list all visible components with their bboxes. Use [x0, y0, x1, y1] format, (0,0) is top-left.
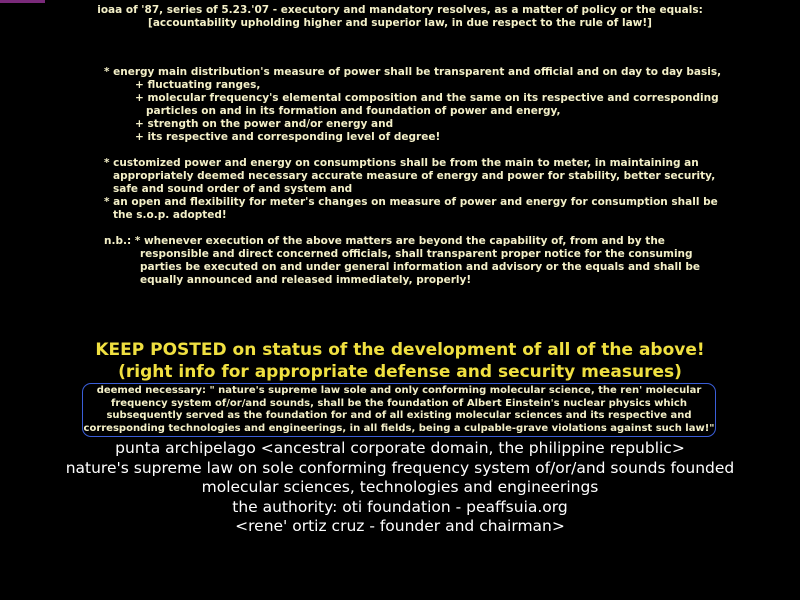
energy-line: + molecular frequency's elemental composition and the same on its respective and corresponding: [135, 92, 719, 104]
deemed-line: frequency system of/or/and sounds, shall be the foundation of Albert Einstein's nuclear physics which: [111, 397, 687, 409]
deemed-necessary-text: [82, 385, 716, 435]
energy-line: * energy main distribution's measure of power shall be transparent and official and on day to day basis,: [104, 66, 722, 78]
customized-line: * customized power and energy on consumptions shall be from the main to meter, in maintaining an: [104, 157, 699, 169]
deemed-line: deemed necessary: " nature's supreme law sole and only conforming molecular science, the ren' molecular: [96, 385, 702, 396]
customized-line: safe and sound order of and system and: [113, 183, 353, 195]
nb-line: equally announced and released immediately, properly!: [140, 274, 472, 286]
footer-sciences: molecular sciences, technologies and engineerings: [201, 478, 599, 496]
energy-line: + its respective and corresponding level of degree!: [135, 131, 441, 143]
keep-posted-notice: KEEP POSTED on status of the development of all of the above!: [95, 340, 705, 360]
footer-founder: <rene' ortiz cruz - founder and chairman>: [235, 517, 565, 535]
customized-line: appropriately deemed necessary accurate measure of energy and power for stability, better security,: [113, 170, 716, 182]
energy-distribution-block: [104, 66, 721, 144]
deemed-line: subsequently served as the foundation for and of all existing molecular sciences and its respective and: [106, 410, 692, 421]
corner-tab: [0, 0, 45, 3]
customized-line: * an open and flexibility for meter's changes on measure of power and energy for consumption shall be: [104, 196, 718, 208]
energy-line: particles on and in its formation and foundation of power and energy,: [146, 105, 561, 117]
footer-domain: punta archipelago <ancestral corporate domain, the philippine republic>: [115, 439, 685, 457]
footer-credits: [0, 439, 800, 537]
nb-line: parties be executed on and under general information and advisory or the equals and shall be: [140, 261, 700, 273]
customized-power-block: [104, 157, 718, 222]
footer-authority: the authority: oti foundation - peaffsuia.org: [232, 497, 568, 516]
nb-line: n.b.: * whenever execution of the above matters are beyond the capability of, from and by the: [104, 235, 665, 247]
deemed-line: corresponding technologies and engineerings, in all fields, being a culpable-grave violations against such law!": [83, 422, 715, 434]
nb-line: responsible and direct concerned officials, shall transparent proper notice for the consuming: [140, 248, 693, 260]
energy-line: + fluctuating ranges,: [135, 79, 261, 91]
energy-line: + strength on the power and/or energy and: [135, 118, 394, 130]
resolution-header: [0, 4, 800, 30]
header-line-1: ioaa of '87, series of 5.23.'07 - executory and mandatory resolves, as a matter of policy or the equals:: [97, 4, 703, 16]
nb-block: [104, 235, 700, 287]
header-line-2: [accountability upholding higher and superior law, in due respect to the rule of law!]: [148, 17, 652, 29]
customized-line: the s.o.p. adopted!: [113, 209, 227, 221]
footer-law: nature's supreme law on sole conforming frequency system of/or/and sounds founded: [65, 458, 735, 477]
right-info-notice: (right info for appropriate defense and security measures): [118, 362, 682, 382]
